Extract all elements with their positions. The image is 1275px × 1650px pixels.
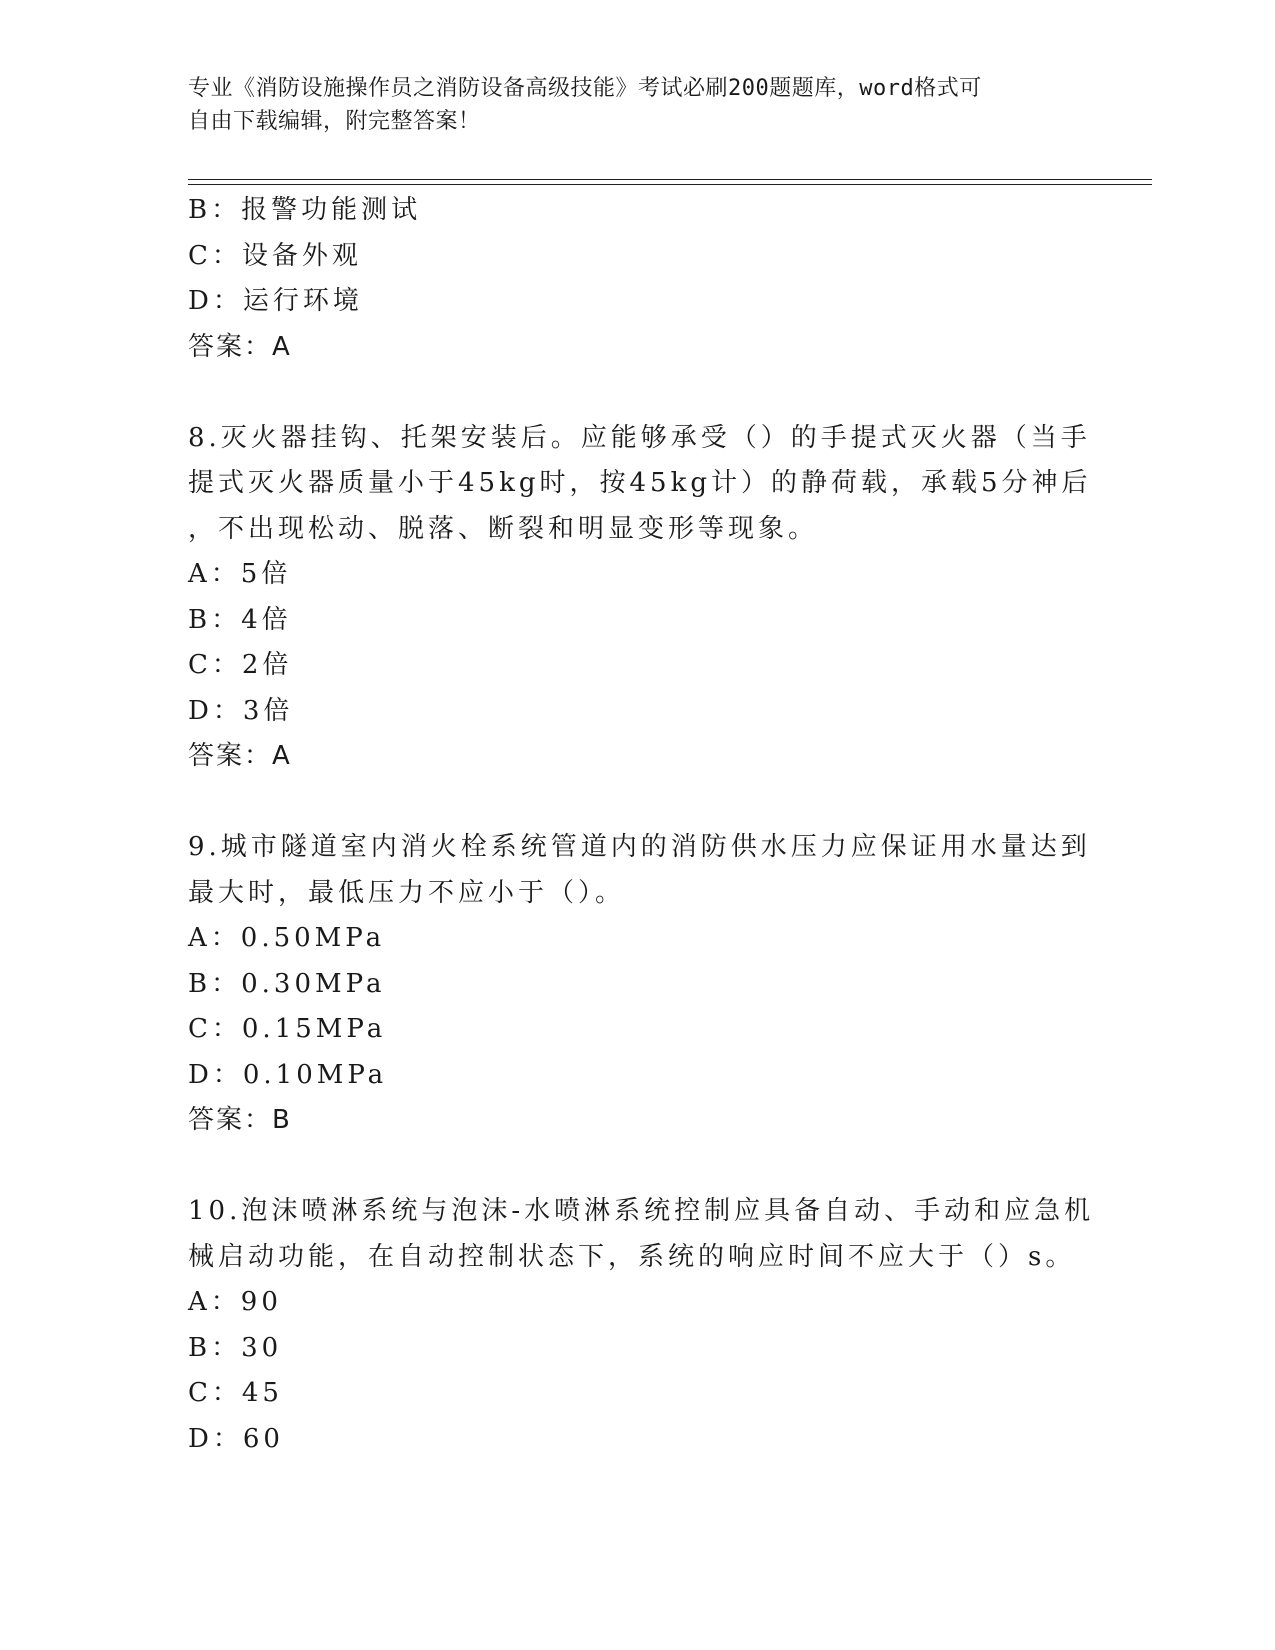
option-b: B：30 [188, 1332, 283, 1363]
answer-line: 答案：A [188, 331, 292, 362]
option-b: B：0.30MPa [188, 968, 386, 999]
question-text-line: 8.灭火器挂钩、托架安装后。应能够承受（）的手提式灭火器（当手 [188, 422, 1091, 453]
option-b: B：报警功能测试 [188, 195, 422, 225]
header-line-1: 专业《消防设施操作员之消防设备高级技能》考试必刷200题题库，word格式可 [188, 76, 982, 101]
question-text-line: 9.城市隧道室内消火栓系统管道内的消防供水压力应保证用水量达到 [188, 832, 1091, 862]
option-b: B：4倍 [188, 604, 292, 635]
option-d: D：3倍 [188, 695, 294, 726]
question-text-line: 最大时，最低压力不应小于（）。 [188, 877, 626, 908]
option-c: C：45 [188, 1378, 283, 1408]
answer-line: 答案：A [188, 741, 292, 771]
document-body [188, 188, 1095, 1462]
option-c: C：设备外观 [188, 240, 362, 271]
option-a: A：0.50MPa [188, 923, 386, 953]
question-block-8 [188, 416, 1092, 780]
question-block-10 [188, 1189, 1095, 1462]
option-c: C：2倍 [188, 650, 293, 680]
option-a: A：90 [188, 1287, 282, 1317]
question-text-line: 提式灭火器质量小于45kg时，按45kg计）的静荷载，承载5分神后 [188, 468, 1092, 498]
question-block-9 [188, 825, 1091, 1144]
answer-line: 答案：B [188, 1105, 292, 1135]
question-text-line: 10.泡沫喷淋系统与泡沫-水喷淋系统控制应具备自动、手动和应急机 [188, 1196, 1095, 1226]
prev-question-block [188, 188, 1068, 370]
header-line-2: 自由下载编辑，附完整答案！ [188, 109, 481, 134]
option-c: C：0.15MPa [188, 1014, 387, 1044]
page-header [188, 72, 1068, 138]
question-text-line: ，不出现松动、脱落、断裂和明显变形等现象。 [188, 513, 819, 544]
header-divider [188, 179, 1152, 185]
option-d: D：0.10MPa [188, 1059, 388, 1090]
spacer [188, 780, 1068, 826]
option-d: D：运行环境 [188, 286, 363, 316]
question-text-line: 械启动功能，在自动控制状态下，系统的响应时间不应大于（）s。 [188, 1241, 1076, 1272]
option-a: A：5倍 [188, 559, 292, 589]
spacer [188, 1144, 1068, 1190]
option-d: D：60 [188, 1423, 284, 1454]
spacer [188, 370, 1068, 416]
